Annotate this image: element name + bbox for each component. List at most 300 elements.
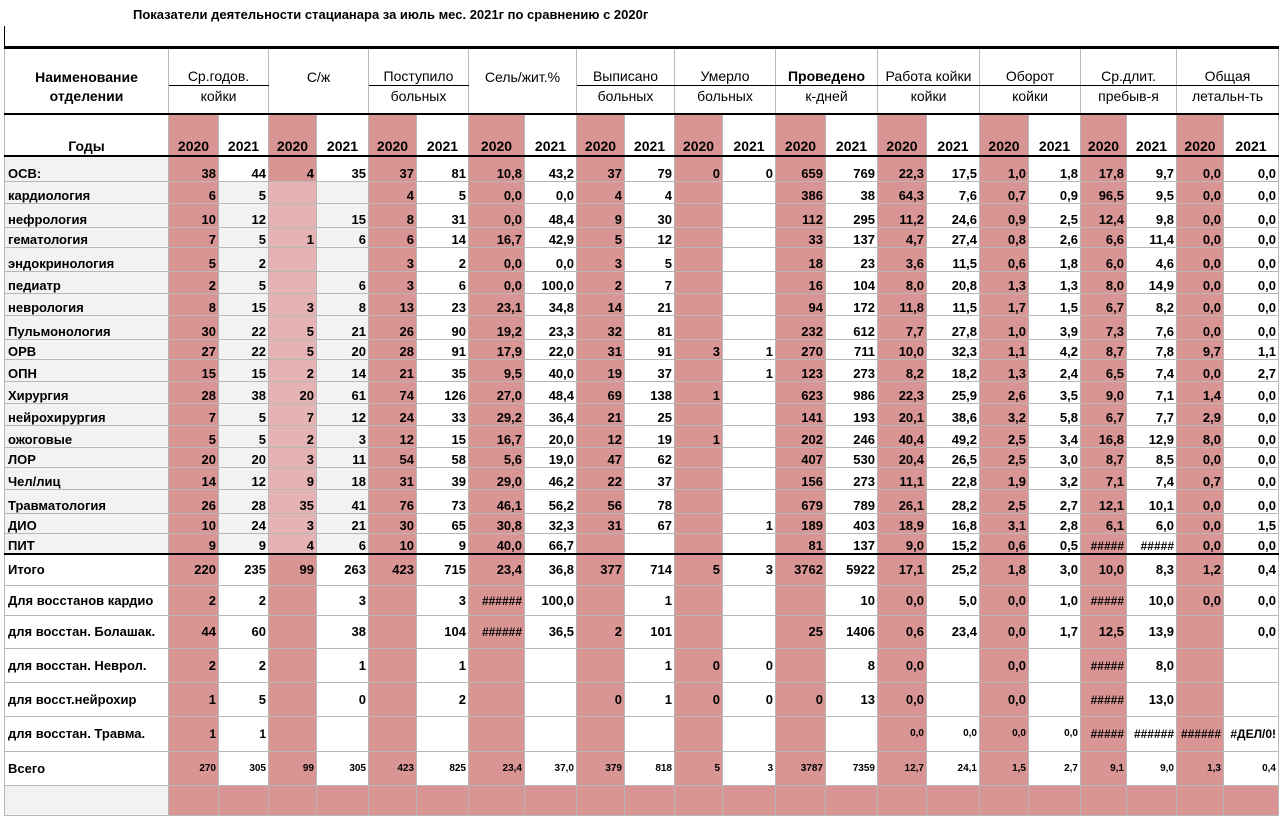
value-cell: 0 <box>577 683 625 717</box>
row-name: ПИТ <box>5 534 169 554</box>
value-cell: 5 <box>675 554 723 586</box>
value-cell: 7,6 <box>1127 316 1177 340</box>
value-cell: 1,0 <box>1029 586 1081 616</box>
value-cell: 0,0 <box>469 272 525 294</box>
value-cell: 28 <box>369 340 417 360</box>
value-cell: 44 <box>169 616 219 649</box>
value-cell: 9,5 <box>1127 182 1177 204</box>
value-cell: 0,0 <box>1224 404 1279 426</box>
value-cell: 24 <box>219 514 269 534</box>
value-cell <box>675 316 723 340</box>
value-cell: 16 <box>776 272 826 294</box>
header-group-4-line2: больных <box>577 86 675 114</box>
value-cell: 15 <box>219 294 269 316</box>
value-cell <box>625 534 675 554</box>
value-cell <box>723 272 776 294</box>
row-name: ОСВ: <box>5 156 169 182</box>
rehab-row <box>5 616 1279 649</box>
value-cell: 100,0 <box>525 586 577 616</box>
value-cell: 623 <box>776 382 826 404</box>
value-cell: 10 <box>369 534 417 554</box>
row-name: ОРВ <box>5 340 169 360</box>
department-row <box>5 272 1279 294</box>
value-cell: ###### <box>1127 717 1177 752</box>
value-cell: 20,8 <box>927 272 980 294</box>
department-row <box>5 404 1279 426</box>
value-cell: 0,8 <box>980 228 1029 248</box>
value-cell: 26,1 <box>878 490 927 514</box>
value-cell: 1 <box>219 717 269 752</box>
value-cell: 22 <box>577 468 625 490</box>
value-cell: 5 <box>675 752 723 786</box>
value-cell: 9,0 <box>878 534 927 554</box>
value-cell: 220 <box>169 554 219 586</box>
empty-cell <box>1177 786 1224 816</box>
value-cell: 1,2 <box>1177 554 1224 586</box>
value-cell <box>1177 616 1224 649</box>
value-cell: 0 <box>723 649 776 683</box>
header-group-3-line1: Сель/жит.% <box>469 48 577 86</box>
value-cell <box>675 404 723 426</box>
value-cell: 0,0 <box>1224 204 1279 228</box>
value-cell: 2,5 <box>980 490 1029 514</box>
value-cell: 13,0 <box>1127 683 1177 717</box>
value-cell: 6 <box>317 228 369 248</box>
value-cell <box>675 182 723 204</box>
header-group-8-line2: койки <box>980 86 1081 114</box>
value-cell: 8 <box>169 294 219 316</box>
department-row <box>5 156 1279 182</box>
value-cell: 2,6 <box>980 382 1029 404</box>
value-cell <box>317 717 369 752</box>
value-cell: 81 <box>625 316 675 340</box>
value-cell: 36,4 <box>525 404 577 426</box>
value-cell: 23 <box>826 248 878 272</box>
year-2020-cell: 2020 <box>369 114 417 156</box>
value-cell: 0,0 <box>469 182 525 204</box>
value-cell <box>723 404 776 426</box>
value-cell: 5 <box>269 316 317 340</box>
value-cell: 1,9 <box>980 468 1029 490</box>
value-cell: 2 <box>269 426 317 448</box>
value-cell: 19 <box>625 426 675 448</box>
value-cell: 36,8 <box>525 554 577 586</box>
value-cell: 24,6 <box>927 204 980 228</box>
value-cell: 1,3 <box>1177 752 1224 786</box>
header-group-7-line1: Работа койки <box>878 48 980 86</box>
value-cell: 9,7 <box>1127 156 1177 182</box>
value-cell: 32,3 <box>927 340 980 360</box>
value-cell <box>723 426 776 448</box>
value-cell: 2,6 <box>1029 228 1081 248</box>
row-name: ожоговые <box>5 426 169 448</box>
value-cell: 530 <box>826 448 878 468</box>
value-cell: 40,0 <box>525 360 577 382</box>
year-2021-cell: 2021 <box>219 114 269 156</box>
value-cell: 17,9 <box>469 340 525 360</box>
row-name: неврология <box>5 294 169 316</box>
value-cell <box>577 649 625 683</box>
value-cell: 1 <box>625 649 675 683</box>
value-cell: 138 <box>625 382 675 404</box>
value-cell: 7,4 <box>1127 360 1177 382</box>
empty-cell <box>219 786 269 816</box>
value-cell: 81 <box>776 534 826 554</box>
value-cell: 270 <box>169 752 219 786</box>
department-row <box>5 426 1279 448</box>
value-cell: 21 <box>317 514 369 534</box>
value-cell: 22,3 <box>878 382 927 404</box>
value-cell: 1,3 <box>1029 272 1081 294</box>
value-cell: 0,0 <box>1029 717 1081 752</box>
value-cell: 711 <box>826 340 878 360</box>
value-cell: 379 <box>577 752 625 786</box>
value-cell: 0,7 <box>1177 468 1224 490</box>
value-cell: 10,0 <box>1127 586 1177 616</box>
value-cell: 3,2 <box>1029 468 1081 490</box>
value-cell: 99 <box>269 554 317 586</box>
value-cell: 12,1 <box>1081 490 1127 514</box>
value-cell: 15 <box>219 360 269 382</box>
value-cell: 1 <box>675 382 723 404</box>
year-2021-cell: 2021 <box>525 114 577 156</box>
value-cell <box>269 586 317 616</box>
value-cell: 1 <box>417 649 469 683</box>
value-cell <box>723 294 776 316</box>
value-cell: 90 <box>417 316 469 340</box>
value-cell: 3,5 <box>1029 382 1081 404</box>
value-cell: 10,8 <box>469 156 525 182</box>
year-2020-cell: 2020 <box>577 114 625 156</box>
value-cell: 7 <box>625 272 675 294</box>
row-name: нефрология <box>5 204 169 228</box>
value-cell: 73 <box>417 490 469 514</box>
value-cell: 12 <box>625 228 675 248</box>
value-cell: 789 <box>826 490 878 514</box>
value-cell <box>369 616 417 649</box>
value-cell: 5922 <box>826 554 878 586</box>
value-cell: 0,0 <box>1224 272 1279 294</box>
empty-cell <box>5 786 169 816</box>
value-cell: 96,5 <box>1081 182 1127 204</box>
value-cell: 8,3 <box>1127 554 1177 586</box>
value-cell: 25,9 <box>927 382 980 404</box>
year-2020-cell: 2020 <box>469 114 525 156</box>
value-cell: 0,0 <box>1177 294 1224 316</box>
value-cell: 46,2 <box>525 468 577 490</box>
years-label: Годы <box>5 114 169 156</box>
value-cell: ##### <box>1081 534 1127 554</box>
value-cell: 0,0 <box>469 248 525 272</box>
value-cell: 2,8 <box>1029 514 1081 534</box>
value-cell: 62 <box>625 448 675 468</box>
value-cell: ##### <box>1081 586 1127 616</box>
value-cell: 0,0 <box>1177 248 1224 272</box>
value-cell: 0,0 <box>1177 490 1224 514</box>
value-cell: 13 <box>826 683 878 717</box>
value-cell: 9 <box>417 534 469 554</box>
value-cell: 6 <box>317 534 369 554</box>
value-cell <box>625 717 675 752</box>
value-cell: ###### <box>469 616 525 649</box>
value-cell: 56 <box>577 490 625 514</box>
value-cell: 377 <box>577 554 625 586</box>
value-cell <box>369 717 417 752</box>
value-cell: 1406 <box>826 616 878 649</box>
value-cell: 38 <box>219 382 269 404</box>
value-cell: 104 <box>417 616 469 649</box>
value-cell: 9,8 <box>1127 204 1177 228</box>
value-cell: 5 <box>219 272 269 294</box>
value-cell: 16,7 <box>469 426 525 448</box>
value-cell: 6 <box>369 228 417 248</box>
value-cell: 79 <box>625 156 675 182</box>
value-cell: ##### <box>1081 649 1127 683</box>
department-row <box>5 514 1279 534</box>
value-cell: 5 <box>269 340 317 360</box>
value-cell: 30 <box>369 514 417 534</box>
value-cell <box>723 468 776 490</box>
empty-cell <box>878 786 927 816</box>
value-cell: 8,0 <box>1127 649 1177 683</box>
value-cell: 1,7 <box>1029 616 1081 649</box>
value-cell: 15 <box>417 426 469 448</box>
value-cell: 769 <box>826 156 878 182</box>
value-cell: 26 <box>369 316 417 340</box>
row-name: кардиология <box>5 182 169 204</box>
value-cell: 5,0 <box>927 586 980 616</box>
value-cell: 20,1 <box>878 404 927 426</box>
value-cell: 2 <box>219 649 269 683</box>
value-cell: 38 <box>317 616 369 649</box>
value-cell: 137 <box>826 228 878 248</box>
value-cell: 6 <box>317 272 369 294</box>
department-row <box>5 294 1279 316</box>
header-group-6-line2: к-дней <box>776 86 878 114</box>
header-group-10-line1: Общая <box>1177 48 1279 86</box>
value-cell <box>723 182 776 204</box>
value-cell: 4 <box>577 182 625 204</box>
value-cell <box>675 248 723 272</box>
value-cell: 16,8 <box>1081 426 1127 448</box>
row-name: ОПН <box>5 360 169 382</box>
value-cell: 305 <box>317 752 369 786</box>
value-cell: 25 <box>776 616 826 649</box>
value-cell: 3762 <box>776 554 826 586</box>
value-cell <box>1029 649 1081 683</box>
value-cell: 1,1 <box>980 340 1029 360</box>
page-title: Показатели деятельности стацианара за июль мес. 2021г по сравнению с 2020г <box>133 7 649 22</box>
value-cell <box>776 717 826 752</box>
value-cell: 0,0 <box>1177 360 1224 382</box>
value-cell: 4 <box>369 182 417 204</box>
value-cell: 8,0 <box>1177 426 1224 448</box>
year-2020-cell: 2020 <box>878 114 927 156</box>
value-cell: 31 <box>577 340 625 360</box>
value-cell: 8,7 <box>1081 448 1127 468</box>
value-cell: 66,7 <box>525 534 577 554</box>
value-cell: 9 <box>169 534 219 554</box>
value-cell: 137 <box>826 534 878 554</box>
row-name: для восстан. Неврол. <box>5 649 169 683</box>
value-cell: 35 <box>317 156 369 182</box>
value-cell: 3 <box>317 426 369 448</box>
value-cell: 1,8 <box>1029 156 1081 182</box>
value-cell: 37 <box>369 156 417 182</box>
value-cell <box>927 683 980 717</box>
value-cell: 4 <box>269 534 317 554</box>
value-cell <box>776 649 826 683</box>
value-cell: 1 <box>723 514 776 534</box>
value-cell: 1,1 <box>1224 340 1279 360</box>
header-group-8-line1: Оборот <box>980 48 1081 86</box>
value-cell: 8 <box>826 649 878 683</box>
value-cell: 11,5 <box>927 248 980 272</box>
row-name: Всего <box>5 752 169 786</box>
value-cell: 5 <box>169 426 219 448</box>
row-name: для восстан. Болашак. <box>5 616 169 649</box>
value-cell: 0,0 <box>1224 294 1279 316</box>
header-group-1-line1: С/ж <box>269 48 369 86</box>
value-cell: 14 <box>317 360 369 382</box>
value-cell: 0,0 <box>1224 586 1279 616</box>
value-cell: 29,0 <box>469 468 525 490</box>
value-cell: 9,0 <box>1081 382 1127 404</box>
value-cell <box>577 534 625 554</box>
value-cell: 74 <box>369 382 417 404</box>
value-cell: 659 <box>776 156 826 182</box>
value-cell: 0,0 <box>1224 156 1279 182</box>
value-cell: 10,0 <box>1081 554 1127 586</box>
value-cell: 9,1 <box>1081 752 1127 786</box>
empty-cell <box>826 786 878 816</box>
value-cell: 2 <box>169 272 219 294</box>
value-cell: 407 <box>776 448 826 468</box>
value-cell: 123 <box>776 360 826 382</box>
value-cell: 30 <box>625 204 675 228</box>
value-cell: 31 <box>417 204 469 228</box>
value-cell: 36,5 <box>525 616 577 649</box>
value-cell: 2 <box>417 683 469 717</box>
value-cell: 23,4 <box>927 616 980 649</box>
empty-cell <box>1224 786 1279 816</box>
value-cell: 0,0 <box>1177 182 1224 204</box>
value-cell: 23,1 <box>469 294 525 316</box>
value-cell: 0,0 <box>980 586 1029 616</box>
value-cell: 2,5 <box>1029 204 1081 228</box>
row-name: Хирургия <box>5 382 169 404</box>
value-cell: 1 <box>169 683 219 717</box>
value-cell: 0,0 <box>980 717 1029 752</box>
value-cell: 7,3 <box>1081 316 1127 340</box>
value-cell: 38 <box>169 156 219 182</box>
value-cell: 7,7 <box>878 316 927 340</box>
value-cell <box>723 490 776 514</box>
rehab-row <box>5 717 1279 752</box>
value-cell <box>675 294 723 316</box>
value-cell <box>469 683 525 717</box>
value-cell: 0,0 <box>927 717 980 752</box>
value-cell: 6 <box>169 182 219 204</box>
value-cell: 34,8 <box>525 294 577 316</box>
value-cell: 2 <box>417 248 469 272</box>
value-cell: 37,0 <box>525 752 577 786</box>
value-cell: 4,2 <box>1029 340 1081 360</box>
row-name: педиатр <box>5 272 169 294</box>
value-cell: 46,1 <box>469 490 525 514</box>
value-cell: 2 <box>577 616 625 649</box>
value-cell: 5 <box>169 248 219 272</box>
value-cell: 3787 <box>776 752 826 786</box>
value-cell: 714 <box>625 554 675 586</box>
value-cell: 22 <box>219 316 269 340</box>
value-cell: 64,3 <box>878 182 927 204</box>
value-cell: 37 <box>577 156 625 182</box>
header-group-10-line2: летальн-ть <box>1177 86 1279 114</box>
value-cell <box>723 586 776 616</box>
value-cell: 43,2 <box>525 156 577 182</box>
value-cell <box>577 717 625 752</box>
value-cell <box>1224 649 1279 683</box>
value-cell: 0,0 <box>1224 228 1279 248</box>
value-cell: 37 <box>625 468 675 490</box>
year-2021-cell: 2021 <box>1224 114 1279 156</box>
empty-cell <box>317 786 369 816</box>
value-cell: 1 <box>317 649 369 683</box>
department-row <box>5 490 1279 514</box>
value-cell: 0,4 <box>1224 752 1279 786</box>
value-cell <box>369 649 417 683</box>
value-cell: 31 <box>577 514 625 534</box>
value-cell: 91 <box>625 340 675 360</box>
value-cell: 0,0 <box>525 248 577 272</box>
value-cell: 0,0 <box>1177 514 1224 534</box>
value-cell: 8 <box>369 204 417 228</box>
value-cell <box>269 616 317 649</box>
value-cell: 4 <box>269 156 317 182</box>
value-cell: 48,4 <box>525 382 577 404</box>
value-cell <box>927 649 980 683</box>
empty-cell <box>525 786 577 816</box>
row-name: для восстан. Травма. <box>5 717 169 752</box>
value-cell: 2,7 <box>1029 490 1081 514</box>
value-cell: 0 <box>723 683 776 717</box>
value-cell: 1,3 <box>980 272 1029 294</box>
empty-cell <box>927 786 980 816</box>
value-cell: 1,4 <box>1177 382 1224 404</box>
empty-row <box>5 786 1279 816</box>
value-cell: 7,1 <box>1127 382 1177 404</box>
year-2020-cell: 2020 <box>269 114 317 156</box>
value-cell: 19,2 <box>469 316 525 340</box>
value-cell: 0,5 <box>1029 534 1081 554</box>
value-cell: 60 <box>219 616 269 649</box>
value-cell: 40,0 <box>469 534 525 554</box>
row-name: нейрохирургия <box>5 404 169 426</box>
value-cell: 10,1 <box>1127 490 1177 514</box>
value-cell: 44 <box>219 156 269 182</box>
value-cell: 7,1 <box>1081 468 1127 490</box>
value-cell: 7359 <box>826 752 878 786</box>
value-cell: 5 <box>219 182 269 204</box>
value-cell <box>675 586 723 616</box>
row-name: Пульмонология <box>5 316 169 340</box>
value-cell: 0,0 <box>1177 272 1224 294</box>
value-cell: 19 <box>577 360 625 382</box>
value-cell <box>723 382 776 404</box>
value-cell <box>269 248 317 272</box>
value-cell <box>675 514 723 534</box>
